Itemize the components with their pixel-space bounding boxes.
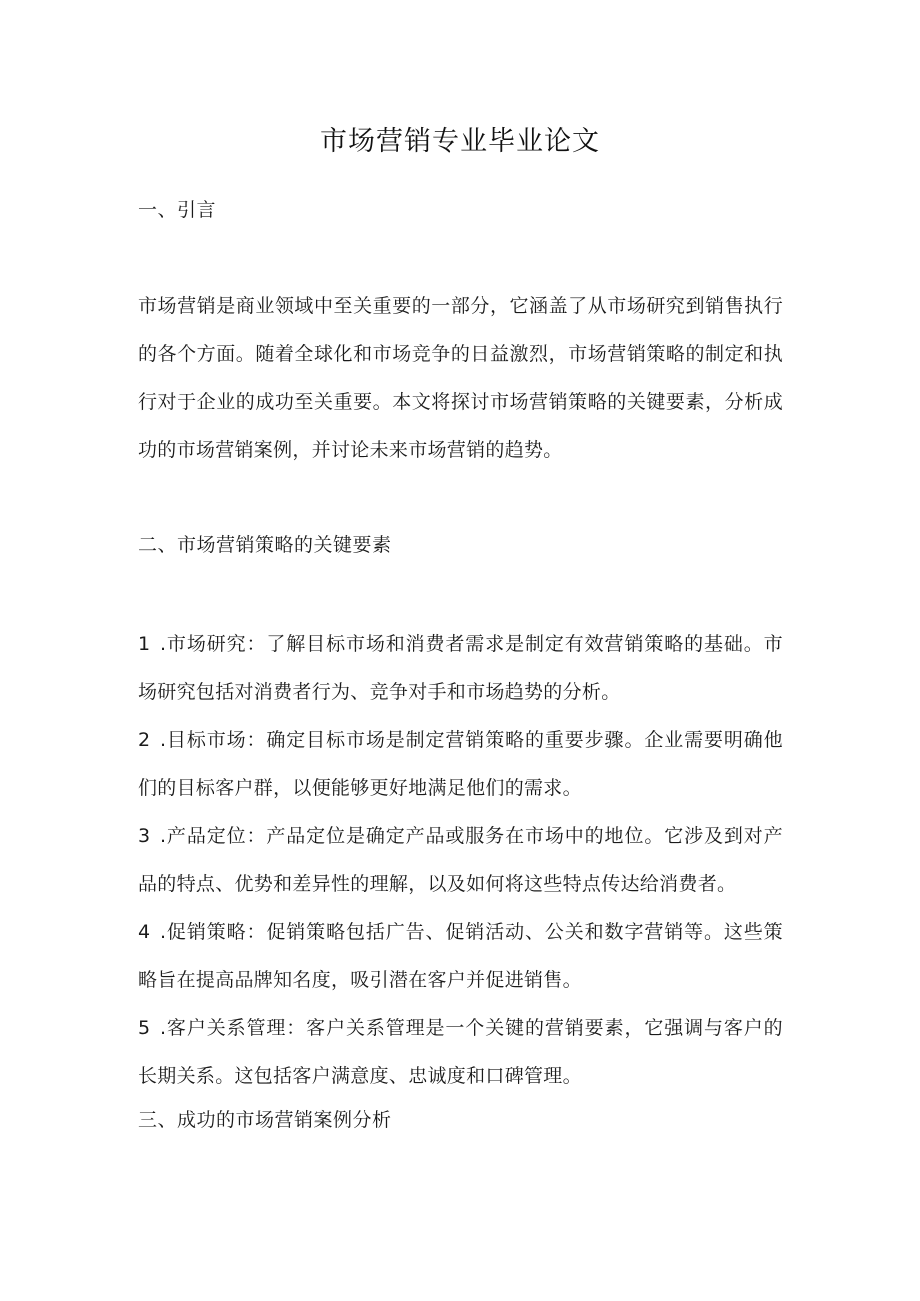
list-item-text: .市场研究：了解目标市场和消费者需求是制定有效营销策略的基础。市场研究包括对消费者行为、竞争对手和市场趋势的分析。 [138,633,783,703]
introduction-paragraph: 市场营销是商业领域中至关重要的一部分，它涵盖了从市场研究到销售执行的各个方面。随着全球化和市场竞争的日益激烈，市场营销策略的制定和执行对于企业的成功至关重要。本文将探讨市场营销策略的关键要素，分析成功的市场营销案例，并讨论未来市场营销的趋势。 [138,295,783,461]
list-item-text: .产品定位：产品定位是确定产品或服务在市场中的地位。它涉及到对产品的特点、优势和差异性的理解，以及如何将这些特点传达给消费者。 [138,825,783,895]
section-heading-case-analysis: 三、成功的市场营销案例分析 [138,1109,392,1131]
list-item-promotion-strategy [138,908,783,1004]
list-item-text: .促销策略：促销策略包括广告、促销活动、公关和数字营销等。这些策略旨在提高品牌知名度，吸引潜在客户并促进销售。 [138,921,783,991]
page-title: 市场营销专业毕业论文 [320,126,600,157]
list-item-crm [138,1004,783,1100]
list-item-number: 5 [138,1017,151,1039]
list-item-number: 2 [138,729,151,751]
list-item-text: .客户关系管理：客户关系管理是一个关键的营销要素，它强调与客户的长期关系。这包括客户满意度、忠诚度和口碑管理。 [138,1017,783,1087]
section-heading-introduction: 一、引言 [138,199,217,221]
section-heading-key-elements: 二、市场营销策略的关键要素 [138,534,392,556]
list-item-text: .目标市场：确定目标市场是制定营销策略的重要步骤。企业需要明确他们的目标客户群，以便能够更好地满足他们的需求。 [138,729,783,799]
list-item-number: 1 [138,633,151,655]
list-item-market-research [138,620,783,716]
list-item-number: 4 [138,921,151,943]
list-item-product-positioning [138,812,783,908]
list-item-number: 3 [138,825,151,847]
list-item-target-market [138,716,783,812]
